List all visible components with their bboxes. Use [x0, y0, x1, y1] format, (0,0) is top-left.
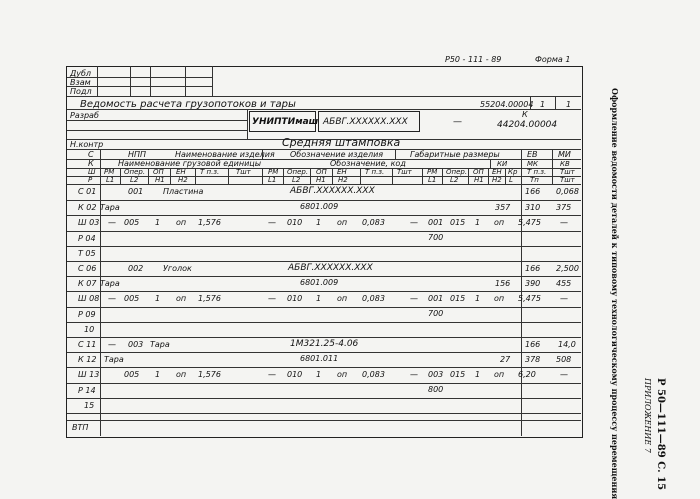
hdr-en3: ЕН [492, 168, 502, 176]
cell: 5,475 [518, 218, 541, 227]
hdr-dimensions: Габаритные размеры [410, 150, 500, 159]
row-code: 15 [84, 401, 95, 410]
cell: Тара [100, 279, 120, 288]
cell: 1,576 [198, 218, 221, 227]
row-code: С 11 [78, 340, 97, 349]
hdr-tsht4: Тшт [560, 176, 575, 184]
hdr-h2a: H2 [178, 176, 188, 184]
cell: — [560, 370, 568, 379]
hdr-ev: ЕВ [527, 150, 538, 159]
hdr-rm1: РМ [104, 168, 115, 176]
row-code: К 07 [78, 279, 97, 288]
row-code: Р 14 [78, 386, 96, 395]
hdr-l2a: L2 [130, 176, 139, 184]
hdr-cargo-code: Обозначение, код [330, 159, 406, 168]
cell: 310 [525, 203, 541, 212]
row-code: К 12 [78, 355, 97, 364]
sheet-title: Ведомость расчета грузопотоков и тары [80, 99, 296, 110]
cell: 375 [556, 203, 572, 212]
hdr-tsht3: Тшт [560, 168, 575, 176]
hdr-en2: ЕН [337, 168, 347, 176]
hdr-l2b: L2 [292, 176, 301, 184]
hdr-op3: ОП [473, 168, 484, 176]
hdr-kv: КВ [560, 160, 570, 168]
cell: 508 [556, 355, 572, 364]
cell: оп [176, 370, 187, 379]
org-name: УНИПТИмаш [252, 117, 319, 127]
k-code: 44204.00004 [497, 120, 558, 130]
cell: оп [337, 370, 348, 379]
cell: оп [494, 218, 505, 227]
cell: 1 [316, 370, 322, 379]
cell: Тара [100, 203, 120, 212]
cell: 010 [287, 294, 303, 303]
cell: 0,083 [362, 218, 385, 227]
cell: 6801.009 [300, 278, 339, 287]
row-code: Т 05 [78, 249, 96, 258]
cell: 0,083 [362, 370, 385, 379]
cell: оп [176, 218, 187, 227]
cell: 1 [155, 370, 161, 379]
sheet-number: 1 [540, 100, 546, 109]
cell: 5,475 [518, 294, 541, 303]
doc-code: Р50 - 111 - 89 [445, 55, 502, 64]
hdr-tpz1: Т п.з. [200, 168, 220, 176]
cell: 378 [525, 355, 541, 364]
cell: 6,20 [518, 370, 536, 379]
side-page: Р 50—111—89 С. 15 [655, 378, 666, 491]
cell: 0,083 [362, 294, 385, 303]
cell: — [410, 294, 418, 303]
n-kontr-label: Н.контр [70, 140, 104, 149]
hdr-tp: Тп [530, 176, 539, 184]
cell: — [410, 218, 418, 227]
cell: 700 [428, 309, 444, 318]
cell: — [560, 294, 568, 303]
designation: АБВГ.ХХХХХХ.ХХХ [323, 117, 408, 127]
hdr-oper2: Опер. [287, 168, 309, 176]
cell: Уголок [163, 264, 192, 273]
cell: 1 [475, 294, 481, 303]
cell: 1 [155, 294, 161, 303]
hdr-l2c: L2 [450, 176, 459, 184]
cell: 0,068 [556, 187, 579, 196]
form-number: Форма 1 [535, 55, 571, 64]
hdr-oper3: Опер. [446, 168, 468, 176]
row-code: 10 [84, 325, 95, 334]
hdr-npp: НПП [128, 150, 147, 159]
row-code: Р 04 [78, 234, 96, 243]
hdr-h1a: H1 [155, 176, 165, 184]
cell: 455 [556, 279, 572, 288]
razrab-dash: — [453, 117, 462, 127]
cell: 010 [287, 370, 303, 379]
hdr-k: К [88, 159, 94, 168]
hdr-item-designation: Обозначение изделия [290, 150, 384, 159]
cell: 700 [428, 233, 444, 242]
k-label: К [522, 110, 528, 119]
hdr-tpz3: Т п.з. [527, 168, 547, 176]
cell: 005 [124, 370, 140, 379]
stamp-podl: Подл [70, 87, 92, 96]
hdr-sh: Ш [88, 168, 96, 176]
row-code: К 02 [78, 203, 97, 212]
row-code: Р 09 [78, 310, 96, 319]
hdr-l1b: L1 [268, 176, 277, 184]
hdr-kr: Кр [508, 168, 518, 176]
cell: 1М321.25-4.06 [290, 339, 359, 349]
cell: — [268, 370, 276, 379]
side-title: Оформление ведомости деталей к типовому технологическому процессу перемещения [610, 88, 620, 499]
row-code: С 06 [78, 264, 97, 273]
cell: Тара [150, 340, 170, 349]
cell: оп [337, 218, 348, 227]
hdr-oper1: Опер. [124, 168, 146, 176]
cell: 6801.011 [300, 354, 339, 363]
cell: 1 [316, 218, 322, 227]
cell: 001 [428, 218, 444, 227]
hdr-mi: МИ [558, 150, 571, 159]
cell: 390 [525, 279, 541, 288]
hdr-l: L [509, 176, 513, 184]
cell: — [108, 340, 116, 349]
hdr-h1b: H1 [316, 176, 326, 184]
cell: 2,500 [556, 264, 579, 273]
hdr-h2c: H2 [492, 176, 502, 184]
stamp-vzam: Взам [70, 78, 91, 87]
row-code: Ш 03 [78, 218, 100, 227]
hdr-op1: ОП [153, 168, 164, 176]
cell: 001 [428, 294, 444, 303]
doc-number: 55204.00004 [480, 100, 534, 109]
row-code: Ш 08 [78, 294, 100, 303]
cell: 166 [525, 340, 541, 349]
cell: 166 [525, 264, 541, 273]
cell: 357 [495, 203, 511, 212]
hdr-mk: МК [527, 160, 539, 168]
cell: 001 [128, 187, 144, 196]
hdr-r: Р [88, 176, 93, 184]
cell: 003 [128, 340, 144, 349]
cell: 002 [128, 264, 144, 273]
cell: 003 [428, 370, 444, 379]
hdr-tsht2: Тшт [397, 168, 412, 176]
hdr-tpz2: Т п.з. [365, 168, 385, 176]
hdr-item-name: Наименование изделия [175, 150, 275, 159]
hdr-rm2: РМ [268, 168, 279, 176]
cell: 166 [525, 187, 541, 196]
cell: 005 [124, 294, 140, 303]
hdr-rm3: РМ [427, 168, 438, 176]
cell: 1 [475, 370, 481, 379]
hdr-tsht1: Тшт [236, 168, 251, 176]
cell: — [108, 218, 116, 227]
row-code: С 01 [78, 187, 97, 196]
cell: АБВГ.ХХХХХХ.ХХХ [288, 263, 373, 273]
cell: 1 [475, 218, 481, 227]
cell: 27 [500, 355, 511, 364]
cell: Тара [104, 355, 124, 364]
cell: 1 [316, 294, 322, 303]
cell: оп [494, 370, 505, 379]
cell: 1,576 [198, 370, 221, 379]
hdr-l1c: L1 [428, 176, 437, 184]
cell: 800 [428, 385, 444, 394]
cell: — [108, 294, 116, 303]
hdr-l1a: L1 [106, 176, 115, 184]
cell: Пластина [163, 187, 204, 196]
sheet-count: 1 [566, 100, 572, 109]
cell: АБВГ.ХХХХХХ.ХХХ [290, 186, 375, 196]
vtp-label: ВТП [72, 423, 89, 432]
cell: — [268, 218, 276, 227]
stamp-dubl: Дубл [70, 69, 92, 78]
cell: оп [176, 294, 187, 303]
cell: 14,0 [558, 340, 576, 349]
hdr-ki: КИ [497, 160, 508, 168]
cell: 1,576 [198, 294, 221, 303]
hdr-op2: ОП [316, 168, 327, 176]
row-code: Ш 13 [78, 370, 100, 379]
cell: — [560, 218, 568, 227]
hdr-c: С [88, 150, 94, 159]
cell: 015 [450, 218, 466, 227]
razrab-label: Разраб [70, 111, 99, 120]
cell: — [410, 370, 418, 379]
cell: 015 [450, 294, 466, 303]
cell: оп [337, 294, 348, 303]
operation-title: Средняя штамповка [282, 136, 401, 149]
hdr-cargo-name: Наименование грузовой единицы [118, 159, 262, 168]
cell: 015 [450, 370, 466, 379]
side-appendix: ПРИЛОЖЕНИЕ 7 [643, 378, 652, 453]
cell: 156 [495, 279, 511, 288]
cell: оп [494, 294, 505, 303]
hdr-h1c: H1 [474, 176, 484, 184]
cell: — [268, 294, 276, 303]
hdr-h2b: H2 [338, 176, 348, 184]
cell: 6801.009 [300, 202, 339, 211]
cell: 010 [287, 218, 303, 227]
hdr-en1: ЕН [176, 168, 186, 176]
cell: 005 [124, 218, 140, 227]
cell: 1 [155, 218, 161, 227]
